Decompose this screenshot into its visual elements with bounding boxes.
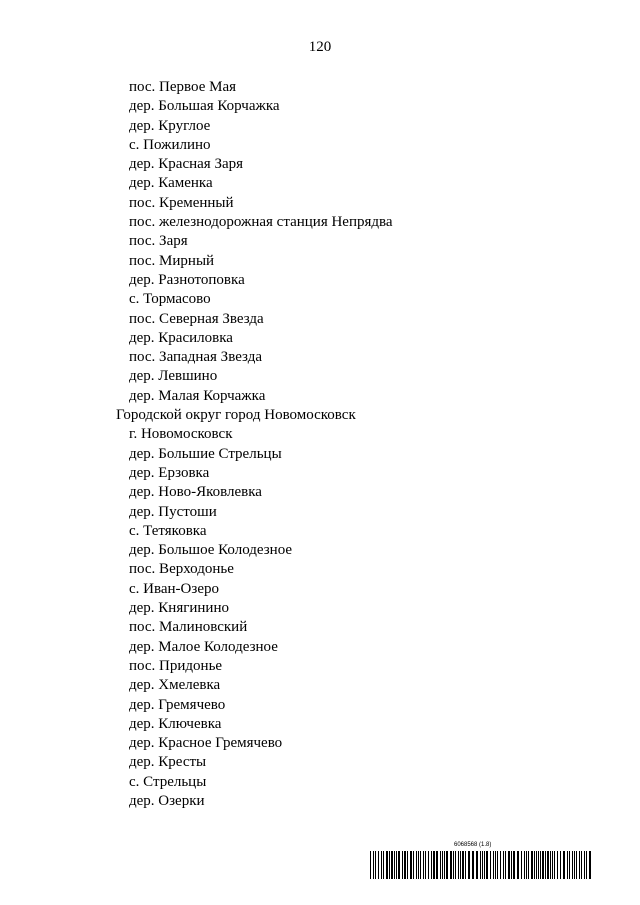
settlement-item: дер. Кресты — [129, 754, 207, 771]
settlement-item: дер. Большое Колодезное — [129, 542, 293, 559]
settlement-item: с. Тетяковка — [129, 522, 207, 539]
settlement-item: пос. Мирный — [129, 252, 215, 269]
settlement-item: пос. Западная Звезда — [129, 349, 262, 366]
settlement-item: дер. Красиловка — [129, 329, 233, 346]
settlement-item: дер. Гремячево — [129, 696, 226, 713]
settlement-item: дер. Ново-Яковлевка — [129, 484, 262, 501]
settlement-item: дер. Круглое — [129, 117, 211, 134]
barcode-code: 6068568 (1.8) — [454, 842, 492, 848]
settlement-item: пос. Северная Звезда — [129, 310, 264, 327]
settlement-item: пос. Верходонье — [129, 561, 234, 578]
settlement-item: дер. Красная Заря — [129, 156, 244, 173]
settlement-item: дер. Красное Гремячево — [129, 735, 283, 752]
district-heading: Городской округ город Новомосковск — [116, 407, 356, 424]
settlement-item: с. Тормасово — [129, 291, 211, 308]
settlement-item: с. Иван-Озеро — [129, 580, 219, 597]
settlement-item: дер. Княгинино — [129, 600, 229, 617]
settlement-item: дер. Разнотоповка — [129, 271, 245, 288]
settlement-item: дер. Озерки — [129, 792, 205, 809]
settlement-item: пос. Заря — [129, 233, 188, 250]
settlement-item: пос. железнодорожная станция Непрядва — [129, 214, 393, 231]
settlement-item: пос. Малиновский — [129, 619, 248, 636]
settlement-item: дер. Ерзовка — [129, 464, 210, 481]
settlement-item: пос. Первое Мая — [129, 79, 237, 95]
settlement-item: г. Новомосковск — [129, 426, 233, 443]
settlement-item: с. Стрельцы — [129, 773, 207, 790]
page-number: 120 — [308, 39, 332, 55]
settlement-item: дер. Малое Колодезное — [129, 638, 278, 655]
settlement-item: дер. Ключевка — [129, 715, 222, 732]
settlement-item: дер. Пустоши — [129, 503, 217, 520]
barcode-icon — [370, 851, 592, 879]
settlement-list — [116, 78, 393, 811]
settlement-item: дер. Большая Корчажка — [129, 98, 280, 115]
settlement-item: пос. Придонье — [129, 657, 223, 674]
settlement-item: дер. Левшино — [129, 368, 218, 385]
barcode-block — [370, 842, 592, 882]
settlement-item: пос. Кременный — [129, 194, 234, 211]
settlement-item: с. Пожилино — [129, 136, 211, 153]
settlement-item: дер. Хмелевка — [129, 677, 221, 694]
settlement-item: дер. Большие Стрельцы — [129, 445, 282, 462]
settlement-item: дер. Малая Корчажка — [129, 387, 266, 404]
settlement-item: дер. Каменка — [129, 175, 213, 192]
